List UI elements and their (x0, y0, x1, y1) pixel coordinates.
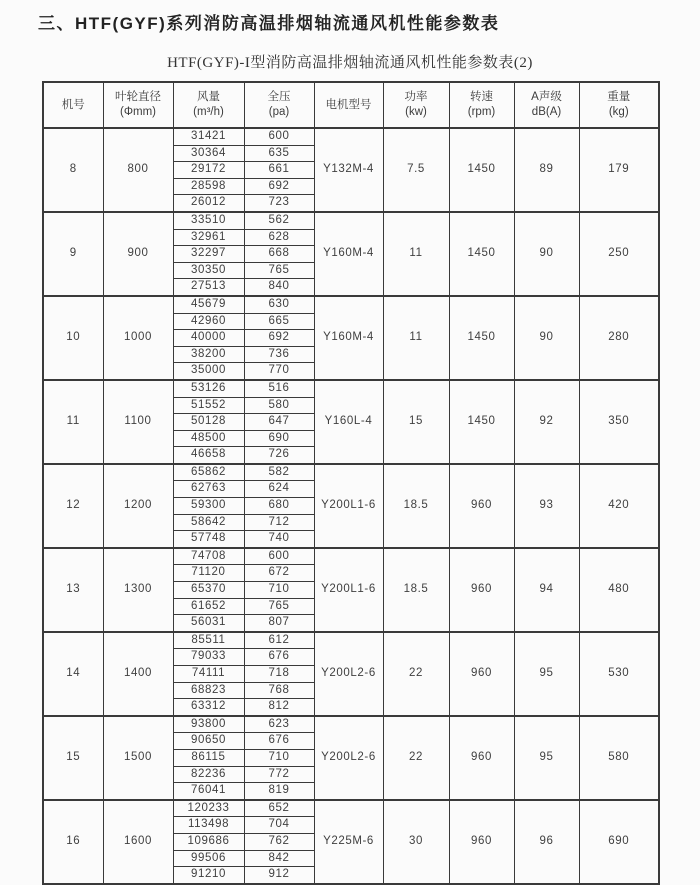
cell-pressure: 665 (244, 313, 314, 330)
cell-airflow: 30364 (173, 145, 244, 162)
cell-noise-level: 92 (514, 380, 579, 464)
cell-weight: 480 (579, 548, 659, 632)
cell-power: 30 (383, 800, 449, 884)
header-label: 转速 (470, 91, 493, 103)
cell-model-no: 16 (43, 800, 103, 884)
cell-pressure: 736 (244, 346, 314, 363)
cell-pressure: 562 (244, 212, 314, 229)
cell-pressure: 842 (244, 850, 314, 867)
cell-motor-model: Y132M-4 (314, 128, 383, 212)
cell-speed: 960 (449, 464, 514, 548)
cell-pressure: 623 (244, 716, 314, 733)
cell-pressure: 765 (244, 598, 314, 615)
cell-weight: 179 (579, 128, 659, 212)
cell-power: 22 (383, 632, 449, 716)
cell-model-no: 15 (43, 716, 103, 800)
cell-pressure: 692 (244, 330, 314, 347)
document-page (0, 9, 700, 880)
cell-airflow: 33510 (173, 212, 244, 229)
col-header-noise (514, 82, 579, 128)
col-header-airflow (173, 82, 244, 128)
cell-airflow: 28598 (173, 178, 244, 195)
col-header-speed (449, 82, 514, 128)
header-label: 叶轮直径 (115, 91, 161, 103)
cell-noise-level: 95 (514, 716, 579, 800)
cell-motor-model: Y200L2-6 (314, 632, 383, 716)
table-row (43, 212, 659, 229)
table-row (43, 800, 659, 817)
cell-airflow: 93800 (173, 716, 244, 733)
col-header-diameter (103, 82, 173, 128)
header-unit: (pa) (268, 106, 290, 118)
cell-weight: 530 (579, 632, 659, 716)
cell-pressure: 770 (244, 363, 314, 380)
cell-airflow: 40000 (173, 330, 244, 347)
table-header (43, 82, 659, 128)
col-header-pressure (244, 82, 314, 128)
cell-diameter: 800 (103, 128, 173, 212)
cell-pressure: 668 (244, 246, 314, 263)
cell-pressure: 624 (244, 481, 314, 498)
cell-power: 7.5 (383, 128, 449, 212)
cell-model-no: 14 (43, 632, 103, 716)
header-unit: (rpm) (467, 106, 496, 118)
cell-diameter: 1400 (103, 632, 173, 716)
header-label: 机号 (61, 98, 85, 111)
cell-pressure: 672 (244, 565, 314, 582)
cell-airflow: 29172 (173, 162, 244, 179)
header-label: 功率 (404, 91, 428, 103)
cell-pressure: 772 (244, 766, 314, 783)
cell-diameter: 1500 (103, 716, 173, 800)
cell-pressure: 661 (244, 162, 314, 179)
cell-airflow: 82236 (173, 766, 244, 783)
cell-model-no: 8 (43, 128, 103, 212)
cell-noise-level: 90 (514, 296, 579, 380)
cell-airflow: 57748 (173, 531, 244, 548)
header-label: 全压 (267, 91, 291, 103)
table-row (43, 548, 659, 565)
cell-airflow: 53126 (173, 380, 244, 397)
cell-pressure: 628 (244, 229, 314, 246)
col-header-model-no (43, 82, 103, 128)
table-row (43, 464, 659, 481)
cell-airflow: 71120 (173, 565, 244, 582)
cell-airflow: 59300 (173, 498, 244, 515)
header-label: 重量 (607, 91, 631, 103)
cell-airflow: 65370 (173, 582, 244, 599)
cell-airflow: 62763 (173, 481, 244, 498)
cell-noise-level: 95 (514, 632, 579, 716)
cell-power: 18.5 (383, 548, 449, 632)
cell-pressure: 676 (244, 733, 314, 750)
cell-pressure: 600 (244, 128, 314, 145)
table-row (43, 632, 659, 649)
cell-diameter: 1100 (103, 380, 173, 464)
cell-weight: 250 (579, 212, 659, 296)
cell-weight: 690 (579, 800, 659, 884)
cell-airflow: 120233 (173, 800, 244, 817)
cell-airflow: 45679 (173, 296, 244, 313)
cell-power: 22 (383, 716, 449, 800)
cell-pressure: 612 (244, 632, 314, 649)
cell-pressure: 726 (244, 447, 314, 464)
cell-pressure: 704 (244, 817, 314, 834)
cell-power: 15 (383, 380, 449, 464)
cell-airflow: 58642 (173, 514, 244, 531)
cell-pressure: 712 (244, 514, 314, 531)
table-row (43, 716, 659, 733)
cell-airflow: 65862 (173, 464, 244, 481)
cell-pressure: 768 (244, 682, 314, 699)
cell-airflow: 56031 (173, 615, 244, 632)
cell-airflow: 74708 (173, 548, 244, 565)
cell-motor-model: Y160M-4 (314, 296, 383, 380)
cell-airflow: 76041 (173, 783, 244, 800)
cell-speed: 960 (449, 716, 514, 800)
header-row (43, 82, 659, 128)
header-unit: (m³/h) (193, 106, 224, 118)
col-header-weight (579, 82, 659, 128)
spec-table (42, 81, 660, 885)
cell-motor-model: Y160M-4 (314, 212, 383, 296)
cell-model-no: 10 (43, 296, 103, 380)
cell-speed: 1450 (449, 212, 514, 296)
cell-motor-model: Y225M-6 (314, 800, 383, 884)
cell-airflow: 31421 (173, 128, 244, 145)
table-row (43, 380, 659, 397)
cell-pressure: 762 (244, 833, 314, 850)
cell-diameter: 1000 (103, 296, 173, 380)
cell-weight: 580 (579, 716, 659, 800)
cell-airflow: 85511 (173, 632, 244, 649)
cell-motor-model: Y200L2-6 (314, 716, 383, 800)
cell-airflow: 50128 (173, 414, 244, 431)
cell-noise-level: 96 (514, 800, 579, 884)
header-unit: (kg) (608, 106, 629, 118)
cell-diameter: 900 (103, 212, 173, 296)
cell-pressure: 647 (244, 414, 314, 431)
cell-pressure: 516 (244, 380, 314, 397)
cell-noise-level: 90 (514, 212, 579, 296)
cell-pressure: 765 (244, 262, 314, 279)
cell-airflow: 30350 (173, 262, 244, 279)
cell-pressure: 690 (244, 430, 314, 447)
cell-noise-level: 94 (514, 548, 579, 632)
cell-noise-level: 89 (514, 128, 579, 212)
cell-airflow: 63312 (173, 699, 244, 716)
cell-airflow: 32297 (173, 246, 244, 263)
cell-pressure: 710 (244, 749, 314, 766)
cell-airflow: 90650 (173, 733, 244, 750)
cell-airflow: 26012 (173, 195, 244, 212)
header-label: A声级 (531, 91, 562, 103)
cell-airflow: 48500 (173, 430, 244, 447)
cell-motor-model: Y200L1-6 (314, 548, 383, 632)
cell-diameter: 1200 (103, 464, 173, 548)
cell-airflow: 68823 (173, 682, 244, 699)
header-label: 电机型号 (325, 98, 372, 111)
cell-noise-level: 93 (514, 464, 579, 548)
cell-airflow: 91210 (173, 867, 244, 884)
cell-speed: 960 (449, 548, 514, 632)
cell-model-no: 11 (43, 380, 103, 464)
cell-power: 18.5 (383, 464, 449, 548)
cell-airflow: 32961 (173, 229, 244, 246)
cell-pressure: 718 (244, 666, 314, 683)
cell-pressure: 807 (244, 615, 314, 632)
cell-pressure: 600 (244, 548, 314, 565)
cell-pressure: 812 (244, 699, 314, 716)
cell-speed: 1450 (449, 380, 514, 464)
cell-power: 11 (383, 296, 449, 380)
cell-weight: 350 (579, 380, 659, 464)
cell-model-no: 9 (43, 212, 103, 296)
cell-pressure: 580 (244, 397, 314, 414)
cell-airflow: 61652 (173, 598, 244, 615)
cell-speed: 1450 (449, 128, 514, 212)
header-label: 风量 (197, 91, 220, 103)
table-body (43, 128, 659, 884)
cell-model-no: 13 (43, 548, 103, 632)
cell-airflow: 27513 (173, 279, 244, 296)
cell-airflow: 99506 (173, 850, 244, 867)
table-row (43, 128, 659, 145)
cell-speed: 1450 (449, 296, 514, 380)
cell-airflow: 38200 (173, 346, 244, 363)
cell-pressure: 692 (244, 178, 314, 195)
col-header-motor (314, 82, 383, 128)
header-unit: dB(A) (531, 106, 562, 118)
cell-pressure: 630 (244, 296, 314, 313)
cell-weight: 280 (579, 296, 659, 380)
cell-motor-model: Y160L-4 (314, 380, 383, 464)
cell-airflow: 74111 (173, 666, 244, 683)
cell-pressure: 723 (244, 195, 314, 212)
cell-pressure: 740 (244, 531, 314, 548)
cell-pressure: 912 (244, 867, 314, 884)
cell-airflow: 46658 (173, 447, 244, 464)
cell-pressure: 676 (244, 649, 314, 666)
cell-motor-model: Y200L1-6 (314, 464, 383, 548)
cell-pressure: 680 (244, 498, 314, 515)
cell-pressure: 710 (244, 582, 314, 599)
cell-airflow: 113498 (173, 817, 244, 834)
cell-pressure: 652 (244, 800, 314, 817)
cell-airflow: 35000 (173, 363, 244, 380)
cell-speed: 960 (449, 800, 514, 884)
header-unit: (Φmm) (120, 106, 156, 118)
cell-weight: 420 (579, 464, 659, 548)
cell-airflow: 51552 (173, 397, 244, 414)
cell-diameter: 1600 (103, 800, 173, 884)
cell-airflow: 79033 (173, 649, 244, 666)
table-row (43, 296, 659, 313)
cell-pressure: 635 (244, 145, 314, 162)
header-unit: (kw) (405, 106, 427, 118)
page-subtitle: HTF(GYF)-I型消防高温排烟轴流通风机性能参数表(2) (167, 55, 533, 71)
col-header-power (383, 82, 449, 128)
cell-airflow: 86115 (173, 749, 244, 766)
cell-model-no: 12 (43, 464, 103, 548)
cell-pressure: 819 (244, 783, 314, 800)
cell-pressure: 582 (244, 464, 314, 481)
cell-power: 11 (383, 212, 449, 296)
cell-diameter: 1300 (103, 548, 173, 632)
cell-airflow: 42960 (173, 313, 244, 330)
cell-airflow: 109686 (173, 833, 244, 850)
cell-pressure: 840 (244, 279, 314, 296)
cell-speed: 960 (449, 632, 514, 716)
page-title: 三、HTF(GYF)系列消防高温排烟轴流通风机性能参数表 (38, 14, 500, 33)
